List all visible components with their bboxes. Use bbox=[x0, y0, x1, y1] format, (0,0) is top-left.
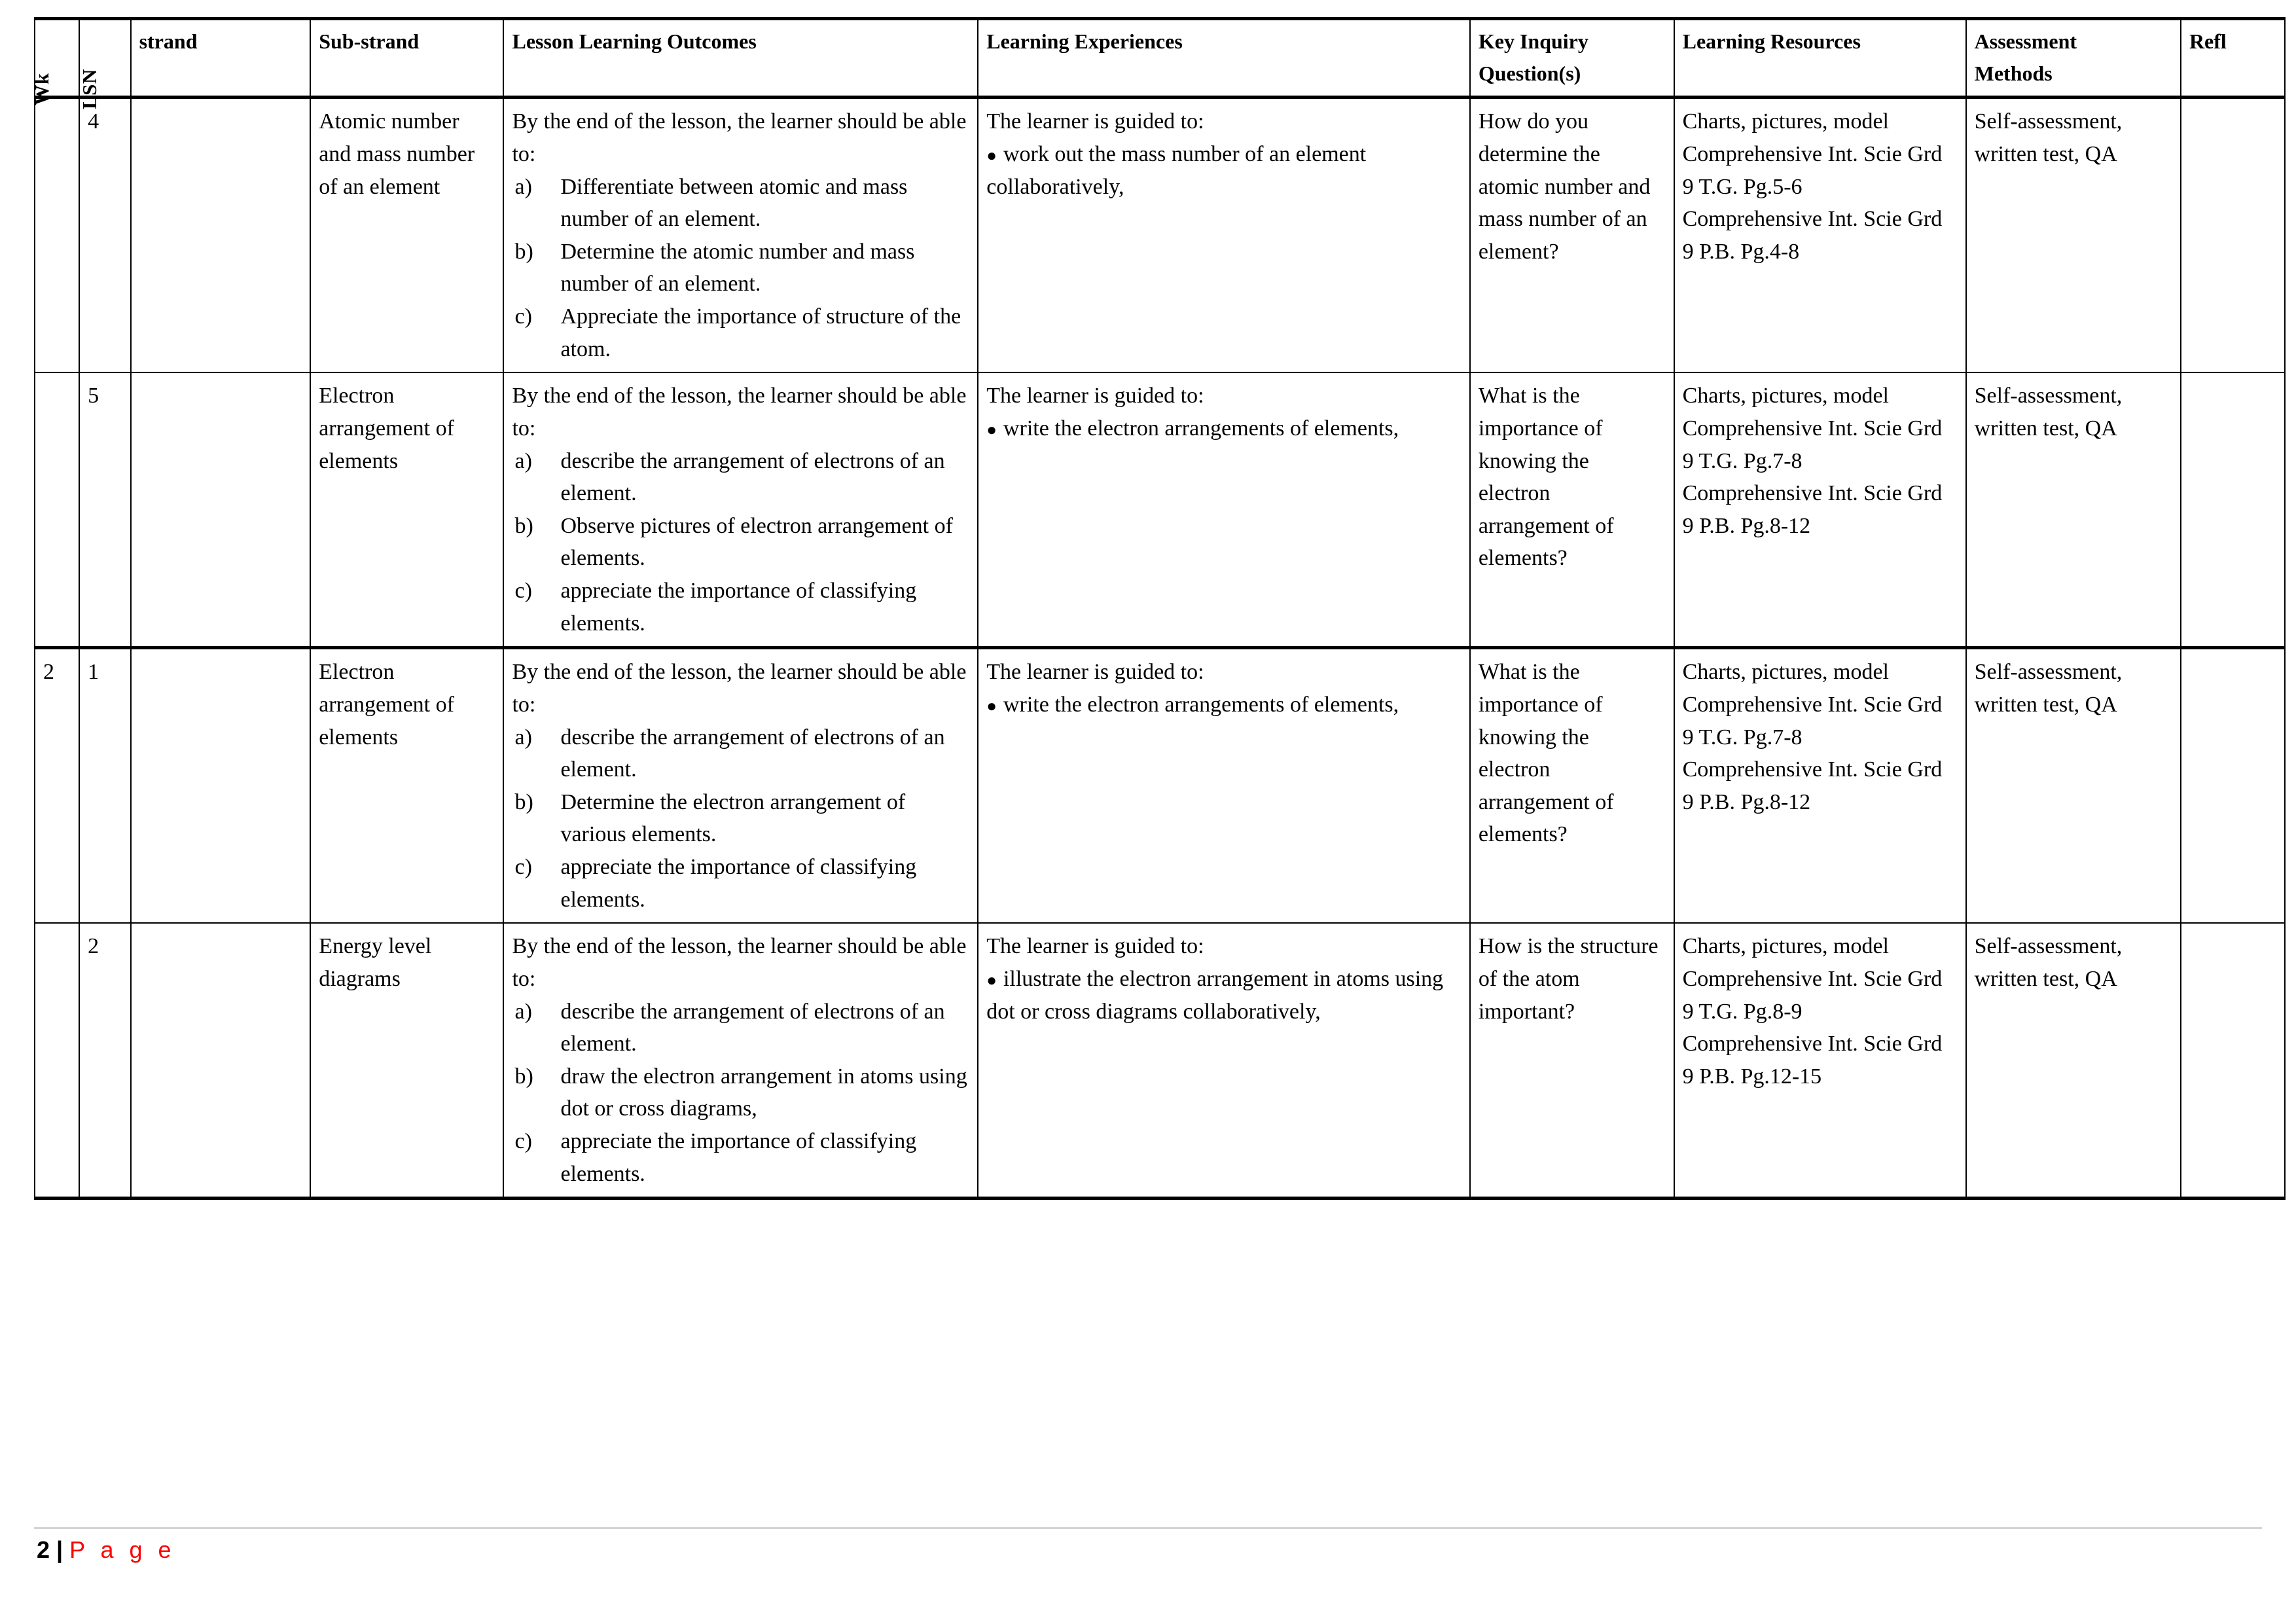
llo-list bbox=[512, 721, 969, 916]
footer-separator: | bbox=[56, 1536, 63, 1563]
learning-resource-line: Comprehensive Int. Scie Grd 9 P.B. Pg.4-8 bbox=[1682, 207, 1943, 264]
learning-resource-line: Comprehensive Int. Scie Grd 9 T.G. Pg.7-8 bbox=[1682, 416, 1943, 473]
llo-list-item: draw the electron arrangement in atoms using dot or cross diagrams, bbox=[560, 1064, 967, 1121]
learning-experience-item: ● write the electron arrangements of elements, bbox=[986, 412, 1462, 445]
footer-page-word: P a g e bbox=[69, 1536, 176, 1563]
column-header-lesson-learning-outcomes: Lesson Learning Outcomes bbox=[503, 19, 978, 98]
learning-experience-list bbox=[986, 689, 1462, 721]
column-header-sub-strand: Sub-strand bbox=[310, 19, 503, 98]
llo-list-item: Determine the electron arrangement of various elements. bbox=[560, 789, 906, 847]
cell-learning-resources bbox=[1674, 923, 1966, 1199]
llo-intro: By the end of the lesson, the learner should be able to: bbox=[512, 109, 967, 166]
key-inquiry-question-value: What is the importance of knowing the electron arrangement of elements? bbox=[1478, 660, 1614, 847]
cell-week bbox=[35, 98, 79, 373]
learning-resource-line: Charts, pictures, model bbox=[1682, 109, 1890, 134]
assessment-header-line-2: Methods bbox=[1974, 61, 2053, 85]
key-inquiry-header-line-1: Key Inquiry bbox=[1478, 29, 1588, 53]
column-header-lsn bbox=[78, 19, 130, 110]
key-inquiry-question-value: What is the importance of knowing the electron arrangement of elements? bbox=[1478, 384, 1614, 571]
cell-sub-strand bbox=[310, 98, 503, 373]
cell-reflection bbox=[2181, 372, 2285, 648]
footer-divider bbox=[34, 1527, 2262, 1529]
llo-list-item: appreciate the importance of classifying elements. bbox=[560, 855, 917, 912]
column-header-refl: Refl bbox=[2181, 19, 2285, 98]
cell-week bbox=[35, 648, 79, 924]
learning-experience-intro: The learner is guided to: bbox=[986, 934, 1204, 959]
cell-reflection bbox=[2181, 923, 2285, 1199]
learning-resource-line: Comprehensive Int. Scie Grd 9 P.B. Pg.8-12 bbox=[1682, 757, 1943, 814]
learning-experience-item: ● illustrate the electron arrangement in atoms using dot or cross diagrams collaboratively, bbox=[986, 963, 1462, 1028]
cell-learning-experiences bbox=[978, 98, 1470, 373]
llo-list-item: describe the arrangement of electrons of an element. bbox=[560, 999, 945, 1056]
lesson-number-value: 5 bbox=[88, 384, 99, 408]
table-row bbox=[35, 923, 2285, 1199]
cell-assessment-methods bbox=[1966, 923, 2181, 1199]
learning-experience-item: ● write the electron arrangements of elements, bbox=[986, 689, 1462, 721]
cell-week bbox=[35, 923, 79, 1199]
learning-resource-line: Charts, pictures, model bbox=[1682, 384, 1890, 408]
learning-experience-list bbox=[986, 963, 1462, 1028]
key-inquiry-header-line-2: Question(s) bbox=[1478, 61, 1581, 85]
learning-resource-line: Charts, pictures, model bbox=[1682, 660, 1890, 685]
sub-strand-value: Electron arrangement of elements bbox=[319, 660, 454, 749]
cell-key-inquiry-question bbox=[1470, 648, 1674, 924]
column-header-learning-experiences: Learning Experiences bbox=[978, 19, 1470, 98]
learning-resource-line: Comprehensive Int. Scie Grd 9 T.G. Pg.7-8 bbox=[1682, 692, 1943, 749]
cell-assessment-methods bbox=[1966, 98, 2181, 373]
column-header-wk-label: Wk bbox=[29, 73, 53, 105]
footer-page-number: 2 bbox=[37, 1536, 50, 1563]
cell-lesson-learning-outcomes bbox=[503, 98, 978, 373]
cell-lesson-learning-outcomes bbox=[503, 372, 978, 648]
lesson-number-value: 1 bbox=[88, 660, 99, 685]
llo-intro: By the end of the lesson, the learner should be able to: bbox=[512, 384, 967, 441]
column-header-strand: strand bbox=[131, 19, 311, 98]
cell-learning-resources bbox=[1674, 648, 1966, 924]
sub-strand-value: Energy level diagrams bbox=[319, 934, 432, 991]
cell-learning-experiences bbox=[978, 923, 1470, 1199]
sub-strand-value: Electron arrangement of elements bbox=[319, 384, 454, 473]
key-inquiry-question-value: How is the structure of the atom important? bbox=[1478, 934, 1659, 1024]
sub-strand-value: Atomic number and mass number of an element bbox=[319, 109, 475, 199]
cell-key-inquiry-question bbox=[1470, 98, 1674, 373]
cell-assessment-methods bbox=[1966, 648, 2181, 924]
table-row bbox=[35, 98, 2285, 373]
column-header-assessment-methods bbox=[1966, 19, 2181, 98]
llo-list-item: Observe pictures of electron arrangement of elements. bbox=[560, 513, 953, 571]
llo-list-item: Determine the atomic number and mass number of an element. bbox=[560, 239, 915, 297]
cell-lesson-learning-outcomes bbox=[503, 648, 978, 924]
column-header-learning-resources: Learning Resources bbox=[1674, 19, 1966, 98]
llo-intro: By the end of the lesson, the learner should be able to: bbox=[512, 934, 967, 991]
llo-list-item: appreciate the importance of classifying elements. bbox=[560, 1129, 917, 1186]
learning-experience-list bbox=[986, 412, 1462, 445]
column-header-key-inquiry-questions bbox=[1470, 19, 1674, 98]
lesson-number-value: 2 bbox=[88, 934, 99, 959]
cell-reflection bbox=[2181, 98, 2285, 373]
learning-resource-line: Charts, pictures, model bbox=[1682, 934, 1890, 959]
key-inquiry-question-value: How do you determine the atomic number and mass number of an element? bbox=[1478, 109, 1651, 264]
llo-list bbox=[512, 445, 969, 640]
assessment-header-line-1: Assessment bbox=[1974, 29, 2077, 53]
table-row bbox=[35, 372, 2285, 648]
llo-list-item: appreciate the importance of classifying elements. bbox=[560, 579, 917, 636]
cell-week bbox=[35, 372, 79, 648]
llo-list-item: describe the arrangement of electrons of an element. bbox=[560, 725, 945, 782]
llo-list-item: describe the arrangement of electrons of an element. bbox=[560, 448, 945, 506]
learning-experience-intro: The learner is guided to: bbox=[986, 384, 1204, 408]
cell-key-inquiry-question bbox=[1470, 372, 1674, 648]
learning-experience-list bbox=[986, 138, 1462, 203]
cell-learning-resources bbox=[1674, 372, 1966, 648]
cell-reflection bbox=[2181, 648, 2285, 924]
cell-assessment-methods bbox=[1966, 372, 2181, 648]
cell-key-inquiry-question bbox=[1470, 923, 1674, 1199]
assessment-methods-value: Self-assessment, written test, QA bbox=[1974, 660, 2123, 717]
cell-sub-strand bbox=[310, 372, 503, 648]
cell-strand bbox=[131, 648, 311, 924]
learning-resource-line: Comprehensive Int. Scie Grd 9 T.G. Pg.8-9 bbox=[1682, 966, 1943, 1024]
cell-lesson-learning-outcomes bbox=[503, 923, 978, 1199]
llo-list-item: Differentiate between atomic and mass number of an element. bbox=[560, 174, 908, 232]
assessment-methods-value: Self-assessment, written test, QA bbox=[1974, 934, 2123, 991]
table-row bbox=[35, 648, 2285, 924]
column-header-wk bbox=[29, 19, 79, 105]
cell-sub-strand bbox=[310, 648, 503, 924]
cell-sub-strand bbox=[310, 923, 503, 1199]
table-header-row bbox=[35, 19, 2285, 98]
cell-lesson-number bbox=[79, 923, 130, 1199]
learning-resource-line: Comprehensive Int. Scie Grd 9 P.B. Pg.12-15 bbox=[1682, 1032, 1943, 1089]
cell-lesson-number bbox=[79, 648, 130, 924]
learning-experience-intro: The learner is guided to: bbox=[986, 660, 1204, 685]
page-footer bbox=[37, 1538, 176, 1562]
learning-experience-item: ● work out the mass number of an element collaboratively, bbox=[986, 138, 1462, 203]
learning-resource-line: Comprehensive Int. Scie Grd 9 T.G. Pg.5-6 bbox=[1682, 141, 1943, 199]
cell-strand bbox=[131, 98, 311, 373]
cell-learning-resources bbox=[1674, 98, 1966, 373]
llo-intro: By the end of the lesson, the learner should be able to: bbox=[512, 660, 967, 717]
learning-experience-intro: The learner is guided to: bbox=[986, 109, 1204, 134]
cell-strand bbox=[131, 372, 311, 648]
llo-list-item: Appreciate the importance of structure of the atom. bbox=[560, 304, 961, 361]
scheme-of-work-table bbox=[29, 17, 2286, 1200]
table-body bbox=[35, 98, 2285, 1199]
column-header-lsn-label: LSN bbox=[78, 69, 101, 110]
week-value: 2 bbox=[43, 660, 54, 685]
llo-list bbox=[512, 996, 969, 1191]
cell-learning-experiences bbox=[978, 372, 1470, 648]
assessment-methods-value: Self-assessment, written test, QA bbox=[1974, 109, 2123, 166]
cell-strand bbox=[131, 923, 311, 1199]
llo-list bbox=[512, 171, 969, 366]
cell-lesson-number bbox=[79, 98, 130, 373]
cell-lesson-number bbox=[79, 372, 130, 648]
assessment-methods-value: Self-assessment, written test, QA bbox=[1974, 384, 2123, 441]
lesson-number-value: 4 bbox=[88, 109, 99, 134]
learning-resource-line: Comprehensive Int. Scie Grd 9 P.B. Pg.8-12 bbox=[1682, 481, 1943, 538]
cell-learning-experiences bbox=[978, 648, 1470, 924]
